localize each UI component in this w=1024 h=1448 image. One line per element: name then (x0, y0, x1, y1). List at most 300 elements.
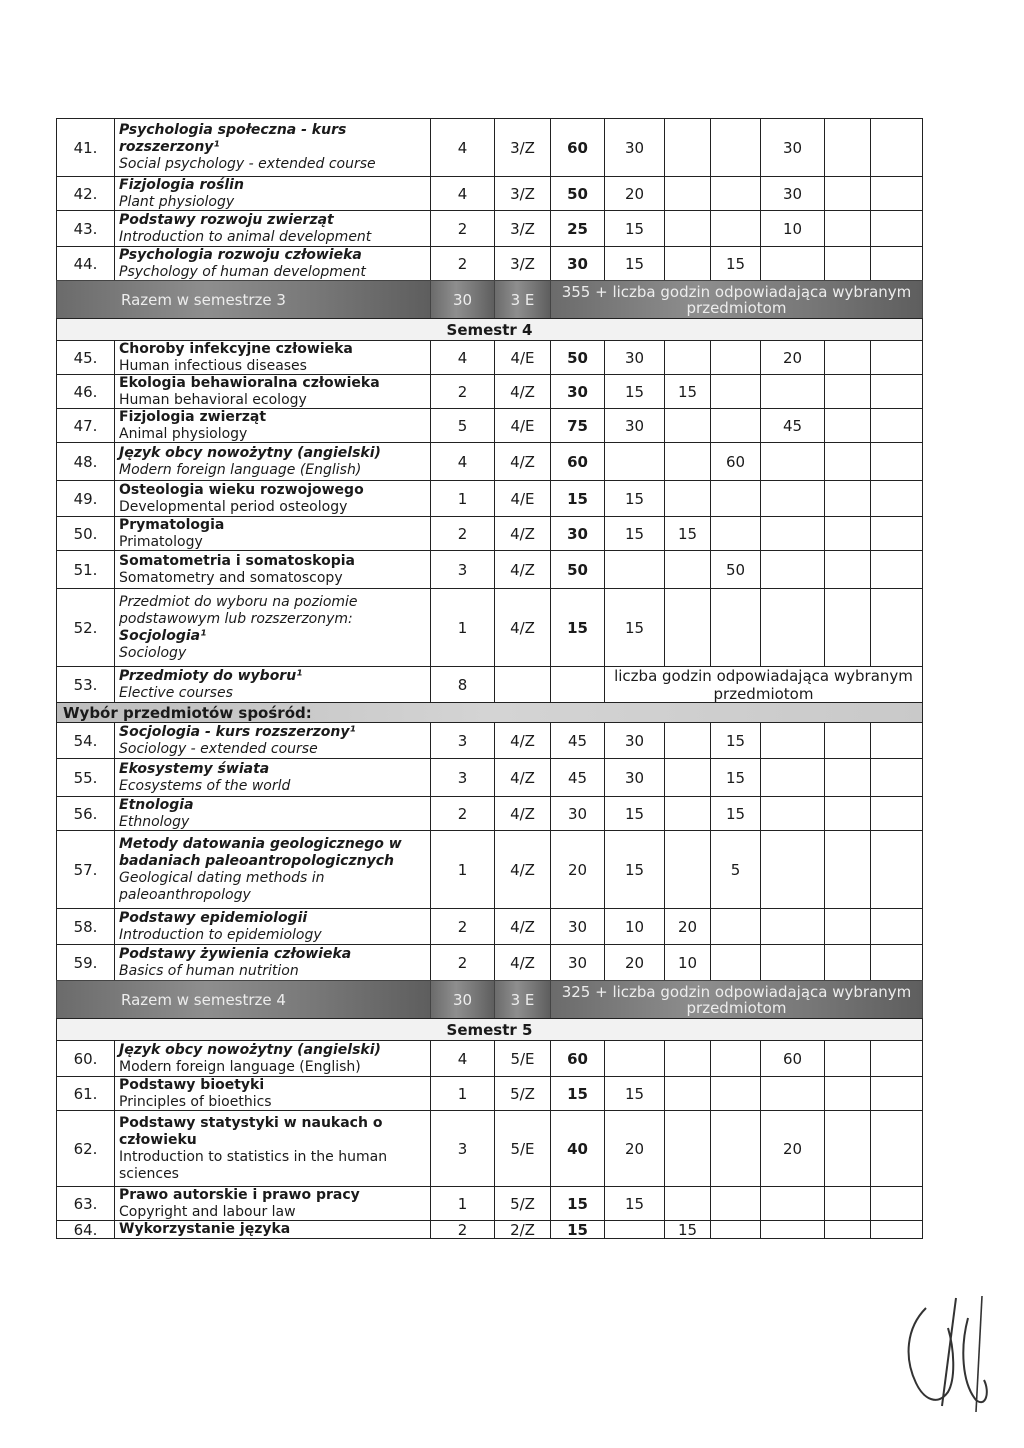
ects-cell: 2 (430, 246, 495, 281)
row-number: 59. (56, 944, 115, 981)
total-hours-cell: 15 (550, 480, 605, 517)
hours-c1: 30 (604, 340, 665, 375)
ects-cell: 3 (430, 1110, 495, 1187)
semester-form-cell: 4/Z (494, 796, 551, 831)
total-hours-cell: 15 (550, 1076, 605, 1111)
course-name-pl: Podstawy żywienia człowieka (119, 945, 352, 962)
ects-cell: 1 (430, 1186, 495, 1221)
semester-form-cell: 4/Z (494, 374, 551, 409)
hours-c6 (870, 1220, 923, 1239)
semester-form-cell: 4/Z (494, 758, 551, 797)
hours-c5 (824, 908, 871, 945)
hours-c5 (824, 374, 871, 409)
hours-c1 (604, 1040, 665, 1077)
hours-c2 (664, 442, 711, 481)
course-name-cell (114, 118, 431, 177)
ects-cell: 5 (430, 408, 495, 443)
semester-heading: Semestr 4 (56, 318, 923, 341)
semester-form-cell: 4/Z (494, 588, 551, 667)
total-hours-cell: 15 (550, 1220, 605, 1239)
hours-c1: 15 (604, 588, 665, 667)
hours-c2 (664, 550, 711, 589)
semester-form-cell: 4/Z (494, 908, 551, 945)
course-name-pl: Prymatologia (119, 516, 225, 533)
hours-c3 (710, 1220, 761, 1239)
hours-c3 (710, 210, 761, 247)
hours-c6 (870, 588, 923, 667)
hours-c6 (870, 480, 923, 517)
total-hours-cell: 50 (550, 340, 605, 375)
ects-cell: 2 (430, 796, 495, 831)
hours-c2 (664, 1110, 711, 1187)
hours-c5 (824, 442, 871, 481)
course-name-pl: Osteologia wieku rozwojowego (119, 481, 364, 498)
hours-c5 (824, 176, 871, 211)
course-name-cell (114, 1040, 431, 1077)
hours-c5 (824, 830, 871, 909)
semester-form-cell: 2/Z (494, 1220, 551, 1239)
semester-form-cell (494, 666, 551, 703)
course-name-en: Animal physiology (119, 425, 248, 442)
ects-cell: 1 (430, 480, 495, 517)
total-hours-cell: 30 (550, 516, 605, 551)
hours-c6 (870, 758, 923, 797)
hours-c3 (710, 1040, 761, 1077)
total-hours-cell: 60 (550, 442, 605, 481)
hours-c5 (824, 944, 871, 981)
course-name-pl: Fizjologia zwierząt (119, 408, 267, 425)
hours-c6 (870, 408, 923, 443)
hours-c3 (710, 1186, 761, 1221)
course-name-pl: Etnologia (119, 796, 194, 813)
hours-c6 (870, 246, 923, 281)
row-number: 63. (56, 1186, 115, 1221)
row-number: 43. (56, 210, 115, 247)
hours-c4 (760, 442, 825, 481)
hours-c5 (824, 246, 871, 281)
hours-c1: 15 (604, 1186, 665, 1221)
hours-c2 (664, 830, 711, 909)
course-name-en: Sociology (119, 644, 187, 661)
course-name-cell (114, 944, 431, 981)
hours-c2 (664, 588, 711, 667)
row-number: 47. (56, 408, 115, 443)
hours-c3 (710, 1076, 761, 1111)
course-name-cell (114, 830, 431, 909)
course-name-pl: Fizjologia roślin (119, 176, 244, 193)
course-name-cell (114, 550, 431, 589)
hours-c4 (760, 1076, 825, 1111)
hours-c2 (664, 1040, 711, 1077)
hours-c5 (824, 758, 871, 797)
hours-c1: 15 (604, 1076, 665, 1111)
course-name-cell (114, 666, 431, 703)
hours-c6 (870, 722, 923, 759)
hours-c4: 45 (760, 408, 825, 443)
total-hours-cell: 60 (550, 118, 605, 177)
row-number: 56. (56, 796, 115, 831)
course-name-cell (114, 588, 431, 667)
ects-cell: 4 (430, 118, 495, 177)
total-hours-cell: 50 (550, 550, 605, 589)
hours-c3 (710, 480, 761, 517)
course-name-cell (114, 340, 431, 375)
total-hours-cell: 30 (550, 944, 605, 981)
course-name-pl: Język obcy nowożytny (angielski) (119, 444, 381, 461)
hours-c1 (604, 1220, 665, 1239)
semester-summary-label: Razem w semestrze 3 (56, 280, 431, 319)
hours-c2: 10 (664, 944, 711, 981)
ects-cell: 1 (430, 588, 495, 667)
summary-ects: 30 (430, 980, 495, 1019)
hours-c6 (870, 442, 923, 481)
row-number: 42. (56, 176, 115, 211)
course-name-en: Sociology - extended course (119, 740, 318, 757)
hours-c3: 15 (710, 796, 761, 831)
total-hours-cell: 30 (550, 374, 605, 409)
hours-c4 (760, 588, 825, 667)
hours-c3: 15 (710, 722, 761, 759)
course-name-pl: Socjologia¹ (119, 627, 207, 644)
hours-c5 (824, 1186, 871, 1221)
row-number: 53. (56, 666, 115, 703)
course-name-cell (114, 210, 431, 247)
course-name-en: Developmental period osteology (119, 498, 348, 515)
total-hours-cell: 45 (550, 758, 605, 797)
ects-cell: 4 (430, 442, 495, 481)
hours-c2 (664, 246, 711, 281)
hours-c1: 20 (604, 176, 665, 211)
course-name-pl: Podstawy rozwoju zwierząt (119, 211, 334, 228)
total-hours-cell: 60 (550, 1040, 605, 1077)
course-name-cell (114, 796, 431, 831)
total-hours-cell: 75 (550, 408, 605, 443)
total-hours-cell (550, 666, 605, 703)
hours-c5 (824, 118, 871, 177)
row-number: 61. (56, 1076, 115, 1111)
ects-cell: 1 (430, 1076, 495, 1111)
hours-c5 (824, 1076, 871, 1111)
hours-c2 (664, 176, 711, 211)
course-name-en: Ecosystems of the world (119, 777, 291, 794)
hours-c1: 15 (604, 796, 665, 831)
hours-c1: 20 (604, 944, 665, 981)
row-number: 58. (56, 908, 115, 945)
course-name-cell (114, 480, 431, 517)
semester-form-cell: 5/Z (494, 1076, 551, 1111)
hours-c4 (760, 550, 825, 589)
semester-form-cell: 3/Z (494, 118, 551, 177)
semester-form-cell: 5/E (494, 1040, 551, 1077)
course-name-cell (114, 442, 431, 481)
hours-c2: 15 (664, 516, 711, 551)
hours-c4: 10 (760, 210, 825, 247)
course-name-en: Introduction to statistics in the human sciences (119, 1148, 388, 1182)
course-name-pl: Metody datowania geologicznego w badaniach paleoantropologicznych (119, 835, 402, 869)
hours-c2: 20 (664, 908, 711, 945)
hours-c1: 30 (604, 758, 665, 797)
ects-cell: 2 (430, 944, 495, 981)
hours-c1: 30 (604, 722, 665, 759)
semester-form-cell: 4/Z (494, 830, 551, 909)
hours-c4 (760, 758, 825, 797)
course-name-en: Primatology (119, 533, 203, 550)
hours-c3 (710, 1110, 761, 1187)
course-name-pl: Podstawy statystyki w naukach o człowieku (119, 1114, 383, 1148)
course-name-cell (114, 176, 431, 211)
hours-c3: 15 (710, 246, 761, 281)
semester-form-cell: 4/Z (494, 442, 551, 481)
hours-c4 (760, 246, 825, 281)
ects-cell: 2 (430, 1220, 495, 1239)
hours-c4 (760, 480, 825, 517)
row-number: 48. (56, 442, 115, 481)
hours-c5 (824, 550, 871, 589)
hours-c4: 20 (760, 340, 825, 375)
course-name-pl: Ekologia behawioralna człowieka (119, 374, 380, 391)
hours-c6 (870, 796, 923, 831)
hours-c1: 15 (604, 246, 665, 281)
course-name-pl: Psychologia społeczna - kurs rozszerzony¹ (119, 122, 347, 155)
course-name-pl: Socjologia - kurs rozszerzony¹ (119, 723, 356, 740)
semester-form-cell: 3/Z (494, 210, 551, 247)
summary-hours-text: 325 + liczba godzin odpowiadająca wybranym przedmiotom (550, 980, 923, 1019)
summary-exams: 3 E (494, 980, 551, 1019)
ects-cell: 2 (430, 374, 495, 409)
row-number: 41. (56, 118, 115, 177)
row-number: 45. (56, 340, 115, 375)
row-number: 57. (56, 830, 115, 909)
hours-c5 (824, 480, 871, 517)
hours-c1 (604, 550, 665, 589)
hours-c1: 15 (604, 830, 665, 909)
hours-c3 (710, 340, 761, 375)
hours-c5 (824, 1040, 871, 1077)
semester-form-cell: 5/E (494, 1110, 551, 1187)
semester-form-cell: 5/Z (494, 1186, 551, 1221)
course-name-en: Human infectious diseases (119, 357, 307, 374)
course-name-pl: Prawo autorskie i prawo pracy (119, 1186, 360, 1203)
row-number: 64. (56, 1220, 115, 1239)
ects-cell: 4 (430, 176, 495, 211)
row-number: 49. (56, 480, 115, 517)
hours-c4 (760, 374, 825, 409)
hours-c2 (664, 340, 711, 375)
hours-c4 (760, 944, 825, 981)
hours-c6 (870, 550, 923, 589)
ects-cell: 4 (430, 340, 495, 375)
course-name-en: Introduction to epidemiology (119, 926, 322, 943)
semester-form-cell: 4/E (494, 480, 551, 517)
hours-c4 (760, 1186, 825, 1221)
course-name-en: Modern foreign language (English) (119, 461, 362, 478)
course-name-en: Ethnology (119, 813, 190, 830)
course-name-pl: Podstawy epidemiologii (119, 909, 308, 926)
row-number: 44. (56, 246, 115, 281)
summary-exams: 3 E (494, 280, 551, 319)
ects-cell: 1 (430, 830, 495, 909)
hours-note: liczba godzin odpowiadająca wybranym przedmiotom (604, 666, 923, 703)
course-name-cell (114, 1076, 431, 1111)
hours-c6 (870, 1076, 923, 1111)
total-hours-cell: 40 (550, 1110, 605, 1187)
hours-c6 (870, 210, 923, 247)
course-name-en: Somatometry and somatoscopy (119, 569, 343, 586)
hours-c3 (710, 908, 761, 945)
row-number: 55. (56, 758, 115, 797)
hours-c5 (824, 408, 871, 443)
semester-form-cell: 3/Z (494, 246, 551, 281)
hours-c3: 15 (710, 758, 761, 797)
ects-cell: 2 (430, 908, 495, 945)
hours-c2 (664, 480, 711, 517)
hours-c4 (760, 908, 825, 945)
row-number: 51. (56, 550, 115, 589)
course-name-en: Psychology of human development (119, 263, 366, 280)
hours-c3 (710, 408, 761, 443)
hours-c4 (760, 796, 825, 831)
hours-c3: 5 (710, 830, 761, 909)
course-name-cell (114, 1110, 431, 1187)
hours-c1 (604, 442, 665, 481)
hours-c1: 15 (604, 480, 665, 517)
hours-c5 (824, 722, 871, 759)
ects-cell: 3 (430, 722, 495, 759)
total-hours-cell: 30 (550, 908, 605, 945)
hours-c5 (824, 1110, 871, 1187)
hours-c4 (760, 722, 825, 759)
course-name-en: Modern foreign language (English) (119, 1058, 361, 1075)
hours-c6 (870, 908, 923, 945)
course-name-pl: Psychologia rozwoju człowieka (119, 246, 362, 263)
hours-c6 (870, 830, 923, 909)
course-name-cell (114, 246, 431, 281)
course-name-cell (114, 516, 431, 551)
hours-c2: 15 (664, 374, 711, 409)
course-name-pl: Wykorzystanie języka (119, 1221, 291, 1237)
hours-c5 (824, 210, 871, 247)
hours-c3: 60 (710, 442, 761, 481)
course-name-cell (114, 908, 431, 945)
semester-form-cell: 4/Z (494, 722, 551, 759)
course-name-en: Elective courses (119, 684, 233, 701)
hours-c2 (664, 408, 711, 443)
hours-c2 (664, 210, 711, 247)
semester-form-cell: 4/E (494, 408, 551, 443)
ects-cell: 2 (430, 516, 495, 551)
row-number: 60. (56, 1040, 115, 1077)
handwritten-signature (896, 1288, 996, 1418)
course-name-cell (114, 1186, 431, 1221)
course-name-cell (114, 408, 431, 443)
course-name-cell (114, 374, 431, 409)
hours-c2 (664, 118, 711, 177)
hours-c3 (710, 118, 761, 177)
course-name-pl: Podstawy bioetyki (119, 1076, 265, 1093)
ects-cell: 4 (430, 1040, 495, 1077)
total-hours-cell: 15 (550, 588, 605, 667)
hours-c6 (870, 118, 923, 177)
hours-c4: 30 (760, 176, 825, 211)
hours-c1: 15 (604, 210, 665, 247)
semester-form-cell: 4/Z (494, 944, 551, 981)
hours-c4: 60 (760, 1040, 825, 1077)
elective-choice-heading: Wybór przedmiotów spośród: (56, 702, 923, 723)
course-note: Przedmiot do wyboru na poziomie podstawowym lub rozszerzonym: (119, 593, 358, 627)
hours-c4 (760, 830, 825, 909)
total-hours-cell: 20 (550, 830, 605, 909)
course-name-en: Principles of bioethics (119, 1093, 272, 1110)
hours-c5 (824, 340, 871, 375)
hours-c2 (664, 1076, 711, 1111)
hours-c2: 15 (664, 1220, 711, 1239)
summary-hours-text: 355 + liczba godzin odpowiadająca wybranym przedmiotom (550, 280, 923, 319)
hours-c4 (760, 516, 825, 551)
hours-c5 (824, 796, 871, 831)
total-hours-cell: 15 (550, 1186, 605, 1221)
hours-c4: 30 (760, 118, 825, 177)
semester-form-cell: 3/Z (494, 176, 551, 211)
ects-cell: 3 (430, 550, 495, 589)
semester-form-cell: 4/Z (494, 550, 551, 589)
row-number: 52. (56, 588, 115, 667)
hours-c5 (824, 1220, 871, 1239)
summary-ects: 30 (430, 280, 495, 319)
hours-c6 (870, 340, 923, 375)
total-hours-cell: 45 (550, 722, 605, 759)
hours-c3: 50 (710, 550, 761, 589)
ects-cell: 2 (430, 210, 495, 247)
hours-c1: 10 (604, 908, 665, 945)
course-name-cell (114, 722, 431, 759)
ects-cell: 3 (430, 758, 495, 797)
course-name-en: Copyright and labour law (119, 1203, 296, 1220)
semester-form-cell: 4/Z (494, 516, 551, 551)
hours-c3 (710, 374, 761, 409)
hours-c1: 15 (604, 516, 665, 551)
course-name-en: Human behavioral ecology (119, 391, 307, 408)
hours-c4 (760, 1220, 825, 1239)
course-name-pl: Somatometria i somatoskopia (119, 552, 355, 569)
total-hours-cell: 25 (550, 210, 605, 247)
hours-c3 (710, 176, 761, 211)
hours-c5 (824, 588, 871, 667)
course-name-pl: Przedmioty do wyboru¹ (119, 667, 303, 684)
course-name-pl: Ekosystemy świata (119, 760, 270, 777)
semester-heading: Semestr 5 (56, 1018, 923, 1041)
semester-summary-label: Razem w semestrze 4 (56, 980, 431, 1019)
row-number: 50. (56, 516, 115, 551)
course-name-en: Social psychology - extended course (119, 156, 376, 172)
hours-c6 (870, 374, 923, 409)
hours-c2 (664, 796, 711, 831)
hours-c6 (870, 1040, 923, 1077)
hours-c6 (870, 516, 923, 551)
row-number: 62. (56, 1110, 115, 1187)
hours-c6 (870, 1110, 923, 1187)
hours-c6 (870, 1186, 923, 1221)
course-name-en: Basics of human nutrition (119, 962, 299, 979)
hours-c3 (710, 588, 761, 667)
row-number: 54. (56, 722, 115, 759)
row-number: 46. (56, 374, 115, 409)
course-name-cell (114, 758, 431, 797)
course-name-en: Plant physiology (119, 193, 235, 210)
hours-c1: 15 (604, 374, 665, 409)
hours-c4: 20 (760, 1110, 825, 1187)
hours-c5 (824, 516, 871, 551)
course-name-en: Introduction to animal development (119, 228, 372, 245)
